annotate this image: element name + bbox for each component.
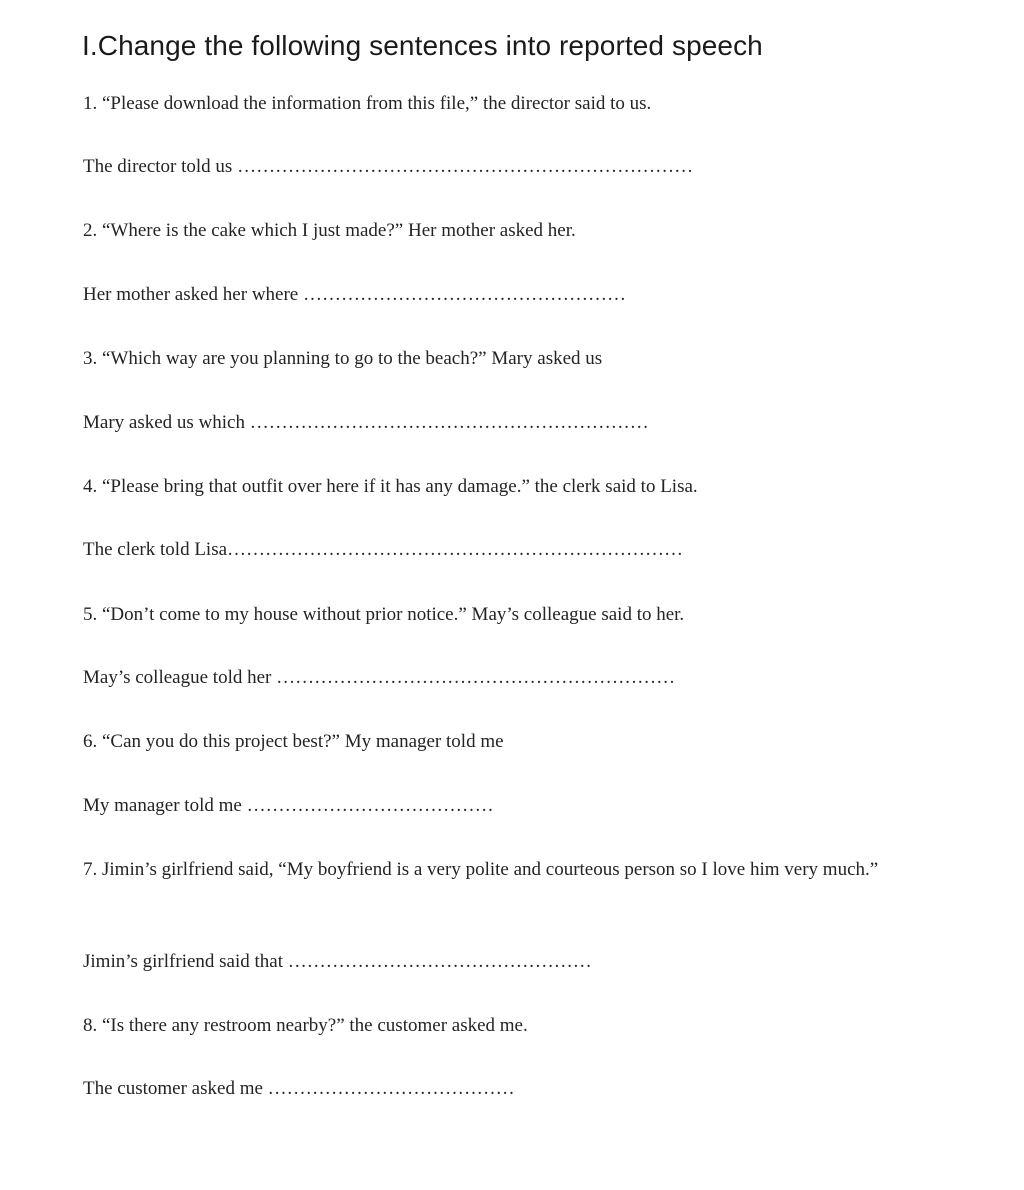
question-2: 2. “Where is the cake which I just made?” Her mother asked her. xyxy=(83,220,576,241)
question-3: 3. “Which way are you planning to go to the beach?” Mary asked us xyxy=(83,348,603,369)
answer-prompt-8: The customer asked me ………………………………… xyxy=(83,1078,515,1099)
answer-prompt-1: The director told us ……………………………………………………………… xyxy=(83,156,694,177)
answer-prompt-5: May’s colleague told her ……………………………………………………… xyxy=(83,667,676,688)
answer-prompt-7: Jimin’s girlfriend said that ………………………………………… xyxy=(83,951,592,972)
question-4: 4. “Please bring that outfit over here if it has any damage.” the clerk said to Lisa. xyxy=(83,476,698,497)
question-7: 7. Jimin’s girlfriend said, “My boyfriend is a very polite and courteous person so I love him very much.” xyxy=(83,859,879,880)
answer-prompt-4: The clerk told Lisa……………………………………………………………… xyxy=(83,539,684,560)
answer-prompt-2: Her mother asked her where …………………………………………… xyxy=(83,284,626,305)
answer-prompt-3: Mary asked us which ……………………………………………………… xyxy=(83,412,649,433)
question-5: 5. “Don’t come to my house without prior notice.” May’s colleague said to her. xyxy=(83,604,685,625)
worksheet-title: I.Change the following sentences into reported speech xyxy=(82,30,763,61)
question-6: 6. “Can you do this project best?” My manager told me xyxy=(83,731,504,752)
question-8: 8. “Is there any restroom nearby?” the customer asked me. xyxy=(83,1015,528,1036)
answer-prompt-6: My manager told me ………………………………… xyxy=(83,795,494,816)
question-1: 1. “Please download the information from this file,” the director said to us. xyxy=(83,93,652,114)
